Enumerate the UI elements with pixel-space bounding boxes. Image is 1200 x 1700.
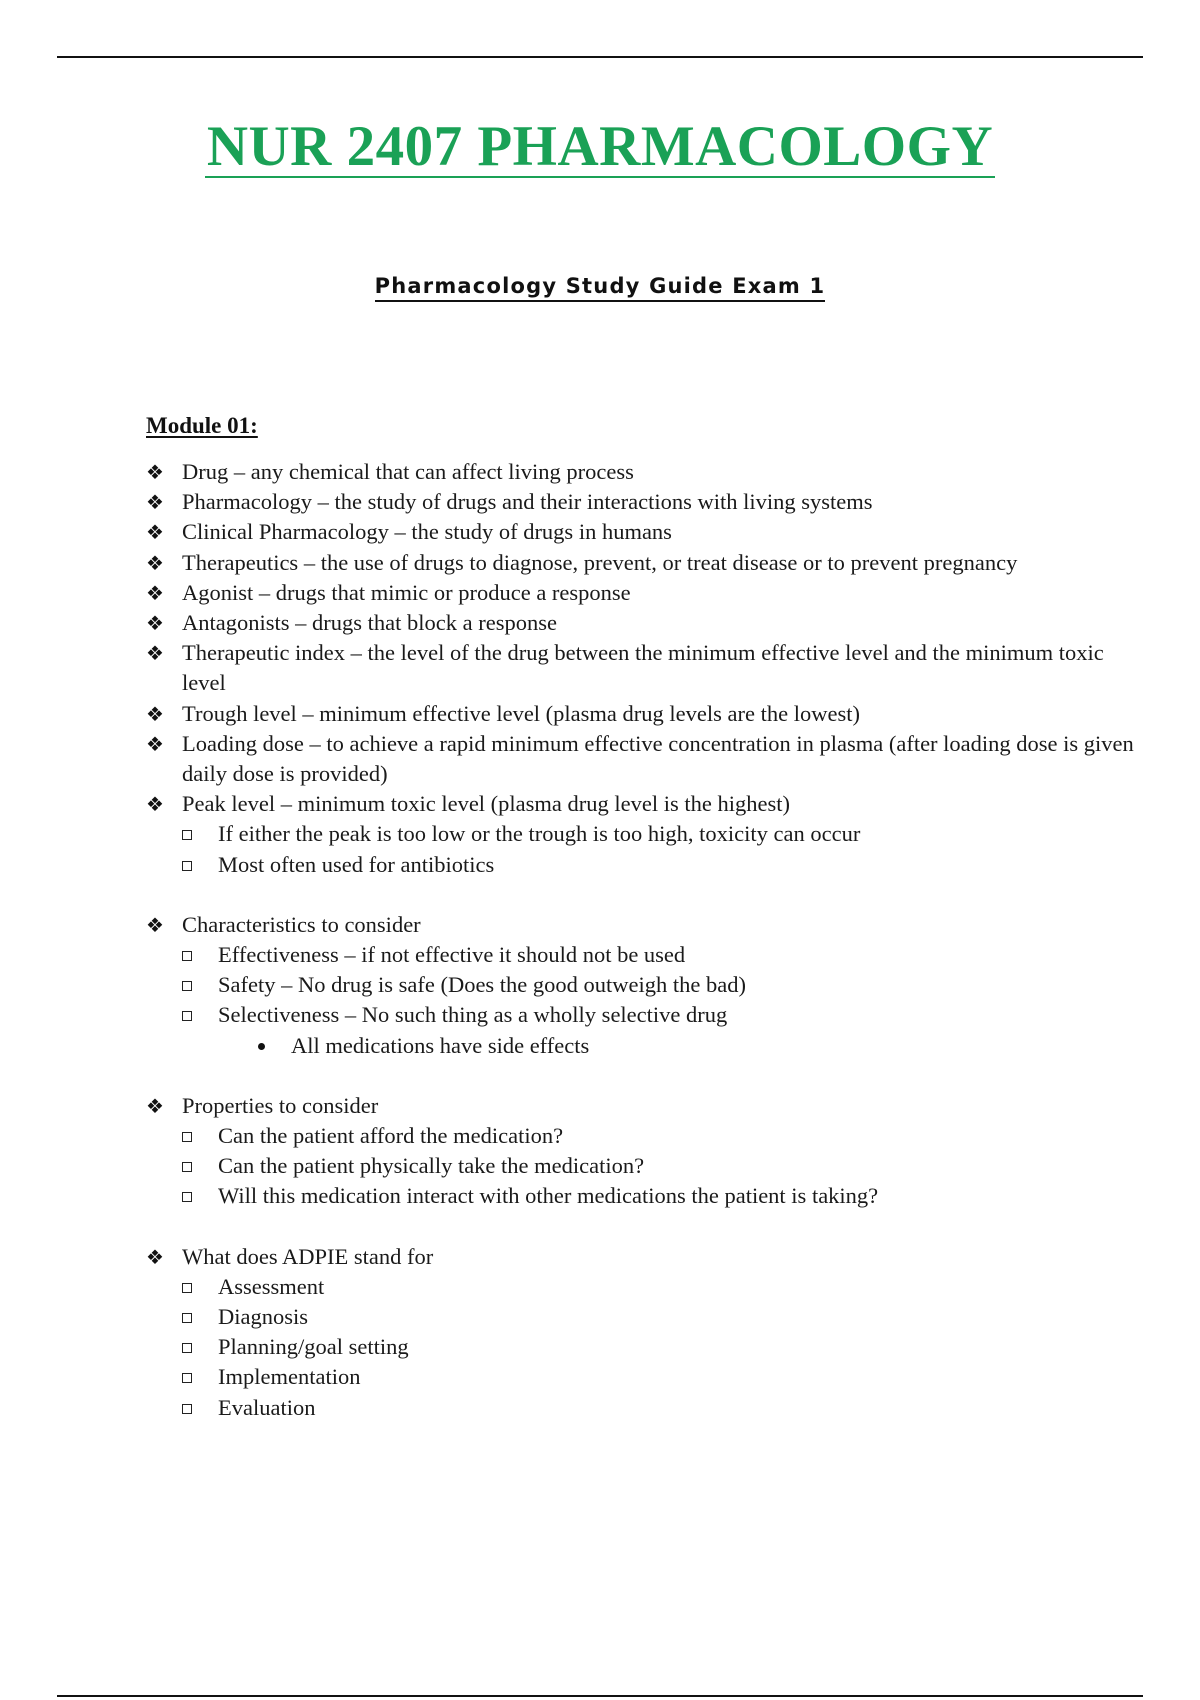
bottom-rule [57,1695,1143,1697]
diamond-bullet-icon: ❖ [146,490,164,515]
definition-text: Peak level – minimum toxic level (plasma drug level is the highest) [182,791,790,817]
list-item [146,608,1136,638]
nested-list-item [146,1031,1136,1061]
sub-list-item [146,1393,1136,1423]
document-subtitle: Pharmacology Study Guide Exam 1 [375,273,826,302]
list-item [146,789,1136,819]
module-heading: Module 01: [146,413,258,438]
definition-text: Antagonists – drugs that block a response [182,610,557,636]
list-item [146,578,1136,608]
sub-list-item [146,1181,1136,1211]
list-item [146,729,1136,789]
diamond-bullet-icon: ❖ [146,460,164,484]
sub-item-text: Evaluation [218,1394,316,1420]
section-heading: Characteristics to consider [182,911,421,937]
definition-text: Pharmacology – the study of drugs and their interactions with living systems [182,489,873,515]
square-bullet-icon [182,1313,192,1323]
diamond-bullet-icon: ❖ [146,550,164,575]
characteristics-section [146,910,1136,1061]
sub-item-text: Implementation [218,1364,361,1390]
list-item [146,548,1136,578]
square-bullet-icon [182,1192,192,1202]
square-bullet-icon [182,1011,192,1021]
square-bullet-icon [182,1132,192,1142]
sub-item-text: Assessment [218,1273,325,1299]
square-bullet-icon [182,981,192,991]
sub-list-item [146,850,1136,880]
sub-item-text: Selectiveness – No such thing as a wholly selective drug [218,1002,728,1028]
diamond-bullet-icon: ❖ [146,611,164,636]
sub-item-text: If either the peak is too low or the trough is too high, toxicity can occur [218,821,861,847]
definition-text: Trough level – minimum effective level (plasma drug levels are the lowest) [182,700,860,726]
sub-item-text: Most often used for antibiotics [218,851,495,877]
list-item [146,638,1136,698]
square-bullet-icon [182,1343,192,1353]
diamond-bullet-icon: ❖ [146,520,164,545]
diamond-bullet-icon: ❖ [146,731,164,756]
sub-list-item [146,1121,1136,1151]
diamond-bullet-icon: ❖ [146,1244,164,1269]
definition-text: Therapeutics – the use of drugs to diagnose, prevent, or treat disease or to prevent pregnancy [182,549,1018,575]
section-heading: What does ADPIE stand for [182,1243,434,1269]
sub-list-item [146,940,1136,970]
list-item [146,457,1136,487]
list-item [146,1242,1136,1272]
sub-item-text: Will this medication interact with other medications the patient is taking? [218,1183,879,1209]
sub-list-item [146,1000,1136,1030]
study-guide-content [146,457,1136,1423]
list-item [146,487,1136,517]
nested-item-text: All medications have side effects [291,1032,590,1058]
sub-item-text: Can the patient physically take the medication? [218,1153,645,1179]
sub-list-item [146,970,1136,1000]
diamond-bullet-icon: ❖ [146,701,164,726]
diamond-bullet-icon: ❖ [146,912,164,937]
definition-text: Clinical Pharmacology – the study of drugs in humans [182,519,672,545]
definitions-list [146,457,1136,880]
document-subtitle-wrapper [0,273,1200,302]
definition-text: Loading dose – to achieve a rapid minimum effective concentration in plasma (after loading dose is given daily dose is provided) [182,730,1134,787]
square-bullet-icon [182,1162,192,1172]
top-rule [57,56,1143,58]
diamond-bullet-icon: ❖ [146,792,164,817]
sub-list-item [146,1362,1136,1392]
list-item [146,699,1136,729]
square-bullet-icon [182,1373,192,1383]
properties-section [146,1091,1136,1212]
square-bullet-icon [182,1283,192,1293]
dot-bullet-icon [258,1043,265,1050]
sub-item-text: Planning/goal setting [218,1334,409,1360]
sub-list-item [146,1332,1136,1362]
sub-list-item [146,1151,1136,1181]
sub-item-text: Can the patient afford the medication? [218,1123,564,1149]
square-bullet-icon [182,861,192,871]
definition-text: Therapeutic index – the level of the drug between the minimum effective level and the minimum toxic level [182,640,1104,696]
sub-item-text: Effectiveness – if not effective it should not be used [218,942,686,968]
section-heading: Properties to consider [182,1092,379,1118]
list-item [146,910,1136,940]
diamond-bullet-icon: ❖ [146,641,164,666]
list-item [146,517,1136,547]
sub-list-item [146,1272,1136,1302]
definition-text: Agonist – drugs that mimic or produce a response [182,579,631,605]
diamond-bullet-icon: ❖ [146,580,164,605]
square-bullet-icon [182,830,192,840]
diamond-bullet-icon: ❖ [146,1093,164,1118]
sub-list-item [146,1302,1136,1332]
document-title: NUR 2407 PHARMACOLOGY [206,115,994,178]
document-title-wrapper [0,115,1200,178]
definition-text: Drug – any chemical that can affect living process [182,459,634,484]
sub-item-text: Safety – No drug is safe (Does the good outweigh the bad) [218,972,747,998]
sub-list-item [146,819,1136,849]
square-bullet-icon [182,951,192,961]
square-bullet-icon [182,1404,192,1414]
list-item [146,1091,1136,1121]
adpie-section [146,1242,1136,1423]
sub-item-text: Diagnosis [218,1304,308,1330]
